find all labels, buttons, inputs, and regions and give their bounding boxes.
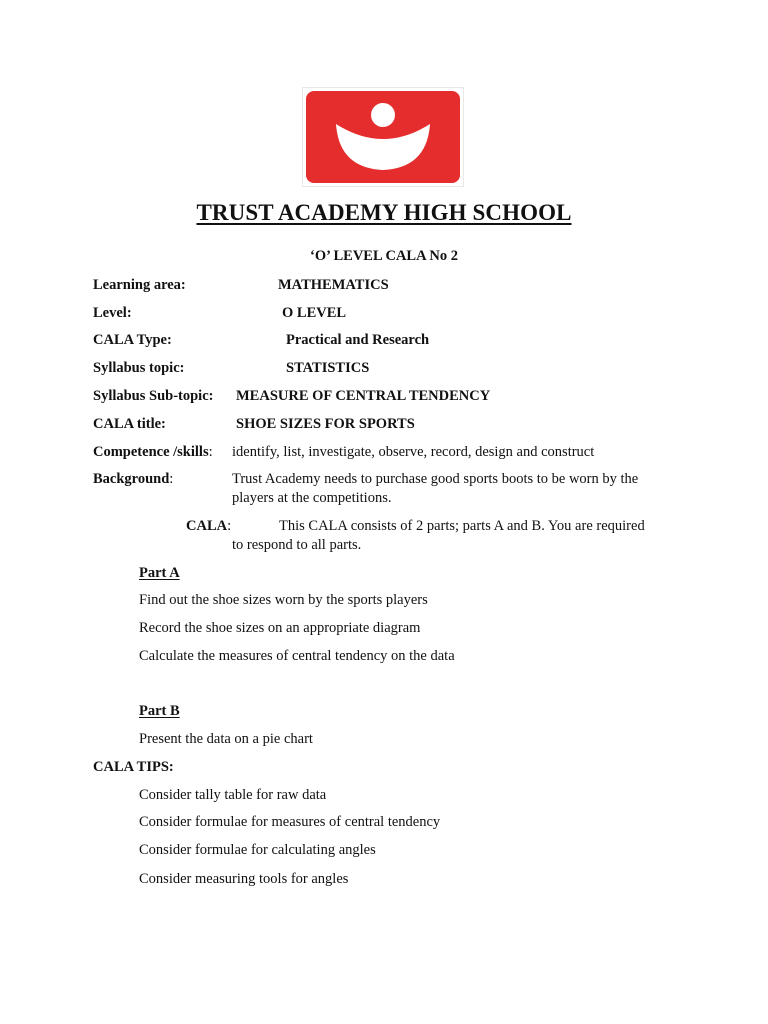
level-label: Level: (93, 305, 132, 321)
competence-colon: : (208, 444, 213, 460)
learning-area-value: MATHEMATICS (278, 277, 389, 293)
school-logo-icon (303, 88, 463, 186)
school-name: TRUST ACADEMY HIGH SCHOOL (196, 200, 572, 225)
cala-type-label: CALA Type: (93, 332, 172, 348)
tip-item: Consider formulae for measures of central tendency (139, 814, 441, 830)
competence-row (93, 443, 213, 462)
school-logo (302, 87, 464, 187)
level-value: O LEVEL (282, 305, 347, 321)
background-line-2: players at the competitions. (232, 490, 392, 506)
part-b-item: Present the data on a pie chart (139, 731, 313, 747)
competence-value: identify, list, investigate, observe, record, design and construct (232, 444, 595, 460)
cala-tips-heading: CALA TIPS: (93, 759, 174, 775)
cala-colon: : (227, 518, 232, 534)
cala-title-label: CALA title: (93, 416, 166, 432)
part-b-heading: Part B (139, 703, 180, 719)
part-a-item: Calculate the measures of central tendency on the data (139, 648, 455, 664)
background-row (93, 470, 173, 489)
learning-area-label: Learning area: (93, 277, 186, 293)
background-label: Background (93, 471, 170, 487)
syllabus-topic-label: Syllabus topic: (93, 360, 185, 376)
tip-item: Consider formulae for calculating angles (139, 842, 376, 858)
cala-line-2: to respond to all parts. (232, 537, 362, 553)
part-a-heading: Part A (139, 565, 180, 581)
subtopic-label: Syllabus Sub-topic: (93, 388, 214, 404)
syllabus-topic-value: STATISTICS (286, 360, 370, 376)
tip-item: Consider measuring tools for angles (139, 871, 349, 887)
part-a-item: Find out the shoe sizes worn by the sports players (139, 592, 428, 608)
cala-type-value: Practical and Research (286, 332, 430, 348)
cala-number: ‘O’ LEVEL CALA No 2 (310, 248, 458, 264)
cala-row (186, 517, 231, 536)
cala-title-value: SHOE SIZES FOR SPORTS (236, 416, 415, 432)
cala-label: CALA (186, 518, 228, 534)
background-colon: : (169, 471, 174, 487)
background-line-1: Trust Academy needs to purchase good sports boots to be worn by the (232, 471, 639, 487)
subtopic-value: MEASURE OF CENTRAL TENDENCY (236, 388, 491, 404)
competence-label: Competence /skills (93, 444, 209, 460)
tip-item: Consider tally table for raw data (139, 787, 327, 803)
part-a-item: Record the shoe sizes on an appropriate diagram (139, 620, 421, 636)
cala-line-1: This CALA consists of 2 parts; parts A and B. You are required (279, 518, 645, 534)
